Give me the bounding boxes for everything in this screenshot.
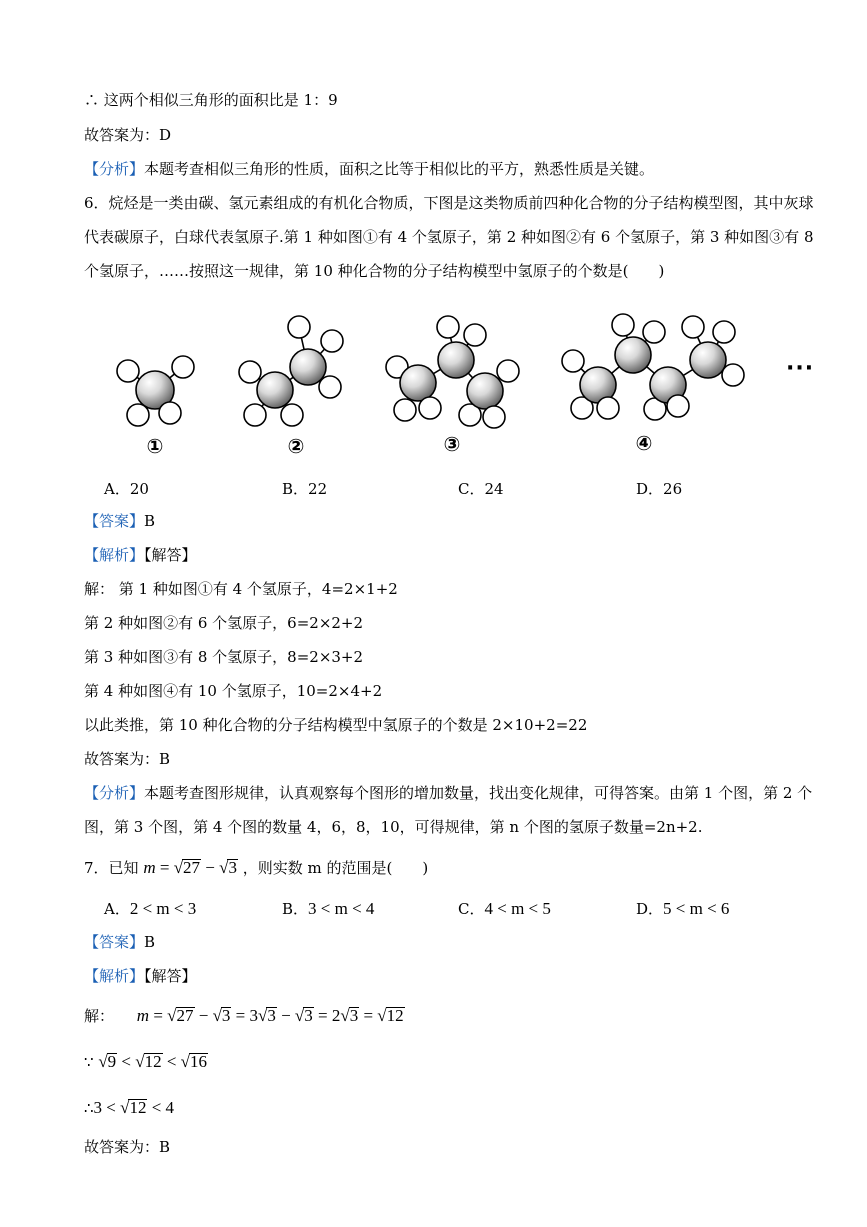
figure-label-4: ④ [635, 431, 653, 455]
q7-option-d [636, 898, 729, 919]
alkane-molecule-figure [100, 305, 800, 460]
q7-solution-step-2 [84, 1052, 208, 1072]
q6-solution-header [84, 545, 197, 565]
q6-analysis [84, 776, 824, 844]
molecule-1 [117, 356, 194, 426]
inequality-1: √9 < √12 < √16 [98, 1052, 208, 1071]
q6-solution-final: 故答案为：B [84, 750, 171, 768]
because-symbol: ∵ [84, 1053, 94, 1071]
solution-expression: m = √27 − √3 = 3√3 − √3 = 2√3 = √12 [136, 1006, 404, 1025]
figure-label-3: ③ [443, 432, 461, 456]
molecule-4 [562, 314, 744, 420]
q7-option-a [104, 898, 196, 919]
q6-solution-step-1: 解： 第 1 种如图①有 4 个氢原子，4=2×1+2 [84, 580, 398, 598]
question-7 [84, 858, 428, 878]
q6-option-d: D．26 [636, 480, 683, 498]
q7-prefix: 7．已知 [84, 859, 139, 877]
q7-expression: m = √27 − √3 [143, 858, 237, 877]
q6-solution-step-3: 第 3 种如图③有 8 个氢原子，8=2×3+2 [84, 648, 364, 666]
q7-option-b [282, 898, 374, 919]
option-letter: B． [282, 900, 309, 918]
answer-tag: 【答案】 [84, 933, 145, 951]
analysis-tag: 【分析】 [84, 160, 145, 178]
molecule-3 [386, 316, 519, 428]
q6-answer-line [84, 511, 155, 531]
inequality-2: 3 < √12 < 4 [93, 1098, 175, 1117]
option-expr: 3 < m < 4 [308, 899, 375, 918]
figure-label-1: ① [146, 434, 164, 458]
option-letter: C． [458, 900, 485, 918]
solution-prefix: 解： [84, 1007, 115, 1025]
q7-solution-step-3 [84, 1098, 174, 1118]
analysis-text: 本题考查图形规律，认真观察每个图形的增加数量，找出变化规律，可得答案。由第 1 个图，第 2 个图，第 3 个图，第 4 个图的数量 4，6，8，10，可得规律，第 n 个图的氢原子数量=2n+2. [84, 784, 813, 836]
option-letter: D． [636, 900, 664, 918]
q6-solution-step-4: 第 4 种如图④有 10 个氢原子，10=2×4+2 [84, 682, 383, 700]
q6-solution-step-2: 第 2 种如图②有 6 个氢原子，6=2×2+2 [84, 614, 364, 632]
molecule-2 [239, 316, 343, 426]
q7-solution-header [84, 966, 197, 986]
analysis-text: 本题考查相似三角形的性质，面积之比等于相似比的平方，熟悉性质是关键。 [144, 160, 655, 178]
q6-solution-step-5: 以此类推，第 10 种化合物的分子结构模型中氢原子的个数是 2×10+2=22 [84, 716, 588, 734]
solution-tag: 【解析】 [84, 546, 145, 564]
option-expr: 5 < m < 6 [663, 899, 730, 918]
q6-option-a: A．20 [104, 480, 149, 498]
answer-value: B [144, 933, 156, 951]
answer-tag: 【答案】 [84, 512, 145, 530]
q7-answer-line [84, 932, 155, 952]
answer-value: B [144, 512, 156, 530]
figure-ellipsis: ··· [786, 356, 815, 381]
q7-solution-final: 故答案为：B [84, 1138, 171, 1156]
q7-option-c [458, 898, 551, 919]
q6-option-b: B．22 [282, 480, 328, 498]
solution-tag-2: 【解答】 [144, 546, 197, 564]
option-expr: 4 < m < 5 [484, 899, 551, 918]
q7-suffix: ，则实数 m 的范围是( ) [242, 859, 429, 877]
solution-tag: 【解析】 [84, 967, 145, 985]
solution-tag-2: 【解答】 [144, 967, 197, 985]
q7-solution-step-1 [84, 1006, 405, 1026]
question-6: 6．烷烃是一类由碳、氢元素组成的有机化合物质，下图是这类物质前四种化合物的分子结构模型图，其中灰球代表碳原子，白球代表氢原子.第 1 种如图①有 4 个氢原子，第 2 种如图②有 6 个氢原子，第 3 种如图③有 8 个氢原子，……按照这一规律，第 10 种化合物的分子结构模型中氢原子的个数是( ) [84, 194, 814, 280]
therefore-symbol: ∴ [84, 1099, 94, 1117]
q6-option-c: C．24 [458, 480, 504, 498]
analysis-tag: 【分析】 [84, 784, 145, 802]
analysis-line [84, 159, 654, 179]
option-expr: 2 < m < 3 [129, 899, 197, 918]
figure-label-2: ② [287, 434, 305, 458]
option-letter: A． [104, 900, 130, 918]
conclusion-line: ∴ 这两个相似三角形的面积比是 1：9 [84, 91, 338, 109]
answer-line: 故答案为：D [84, 126, 172, 144]
